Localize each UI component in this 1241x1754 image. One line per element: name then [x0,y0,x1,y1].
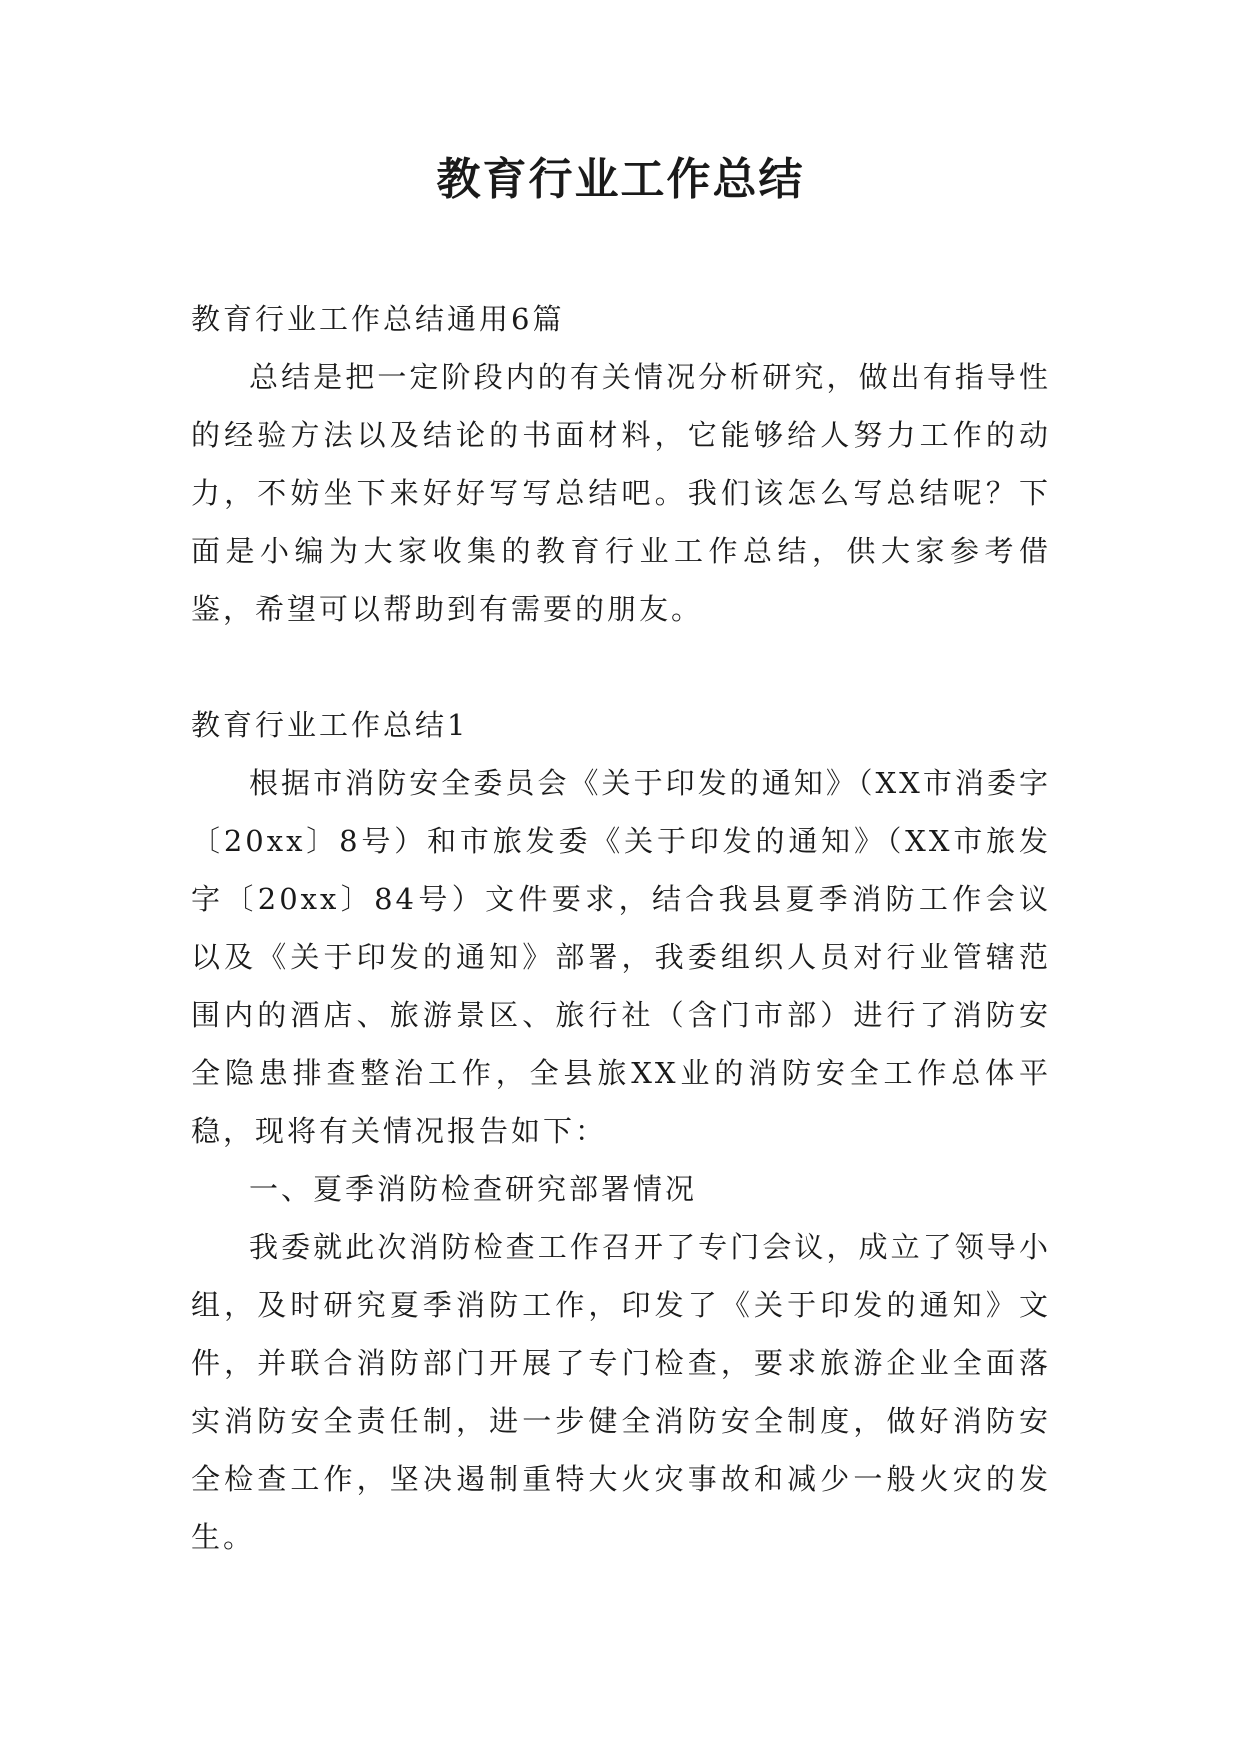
section-paragraph: 根据市消防安全委员会《关于印发的通知》（XX市消委字〔20xx〕8号）和市旅发委《关于印发的通知》（XX市旅发字〔20xx〕84号）文件要求，结合我县夏季消防工作会议以及《关于印发的通知》部署，我委组织人员对行业管辖范围内的酒店、旅游景区、旅行社（含门市部）进行了消防安全隐患排查整治工作，全县旅XX业的消防安全工作总体平稳，现将有关情况报告如下： [191,766,1051,1148]
document-title: 教育行业工作总结 [436,154,805,205]
section-point-heading: 一、夏季消防检查研究部署情况 [249,1172,698,1206]
section-heading: 教育行业工作总结1 [191,708,469,742]
section-paragraph: 我委就此次消防检查工作召开了专门会议，成立了领导小组，及时研究夏季消防工作，印发了《关于印发的通知》文件，并联合消防部门开展了专门检查，要求旅游企业全面落实消防安全责任制，进一步健全消防安全制度，做好消防安全检查工作，坚决遏制重特大火灾事故和减少一般火灾的发生。 [191,1230,1051,1554]
intro-paragraph: 总结是把一定阶段内的有关情况分析研究，做出有指导性的经验方法以及结论的书面材料，它能够给人努力工作的动力，不妨坐下来好好写写总结吧。我们该怎么写总结呢？下面是小编为大家收集的教育行业工作总结，供大家参考借鉴，希望可以帮助到有需要的朋友。 [191,360,1051,626]
document-body [191,290,1051,1566]
document-subtitle: 教育行业工作总结通用6篇 [191,302,565,336]
